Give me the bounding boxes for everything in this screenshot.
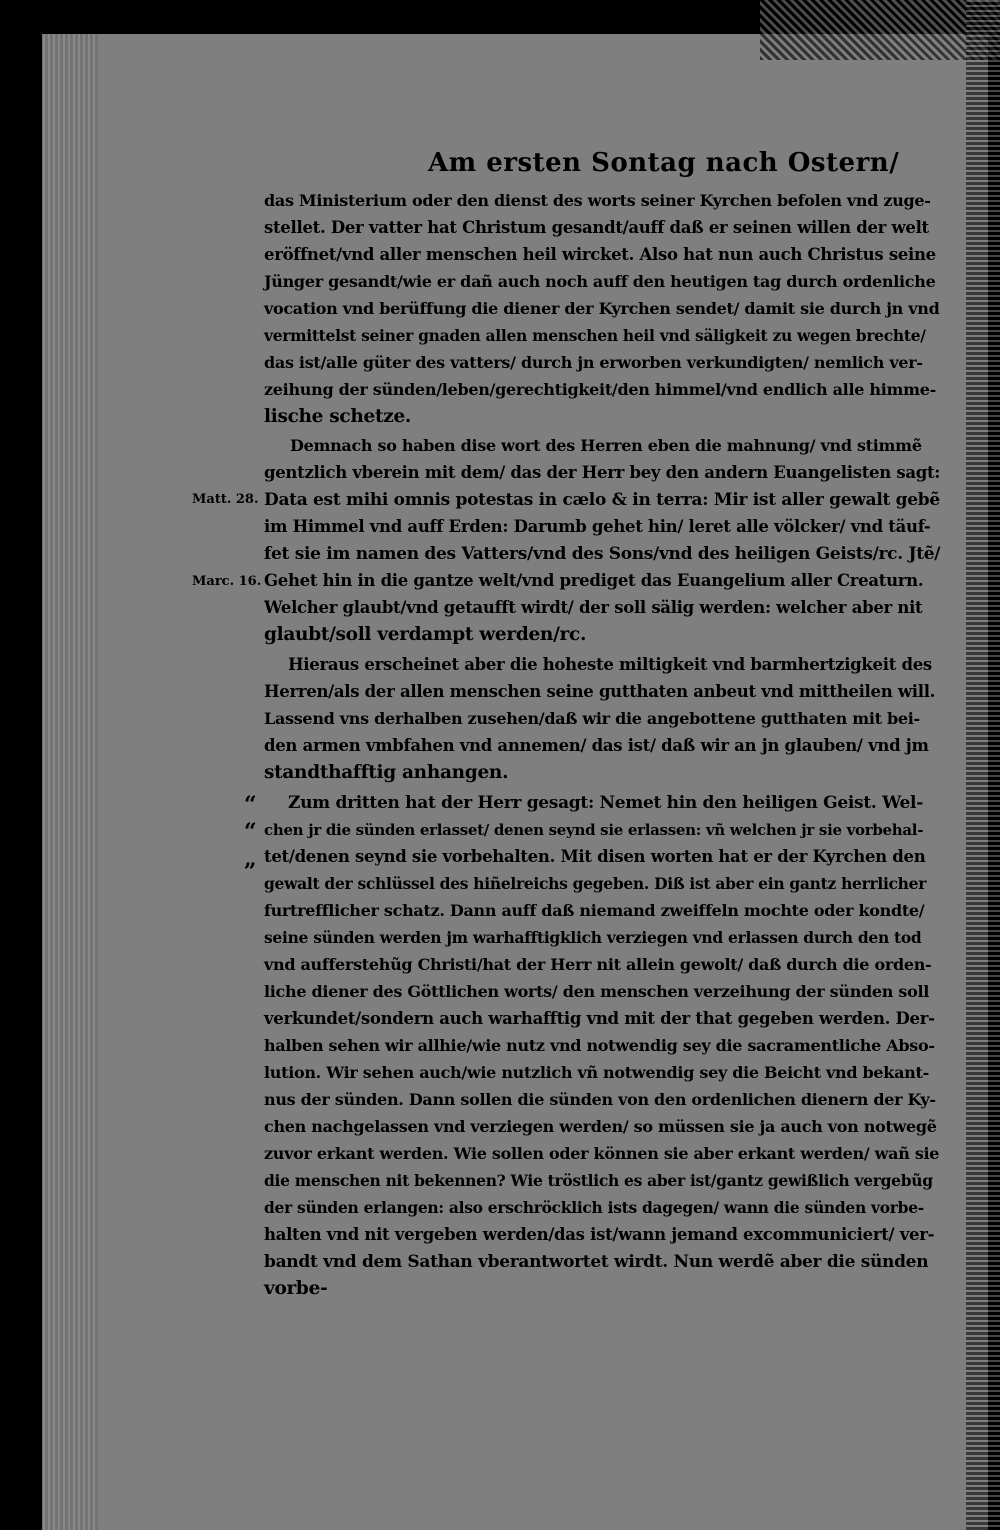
text-line: vorbe-: [264, 1278, 328, 1299]
text-line: vermittelst seiner gnaden allen menschen heil vnd säligkeit zu wegen brechte/: [264, 326, 926, 345]
text-line: fet sie im namen des Vatters/vnd des Sons/vnd des heiligen Geists/rc. Jtẽ/: [264, 544, 941, 564]
text-line: das Ministerium oder den dienst des worts seiner Kyrchen befolen vnd zuge-: [264, 191, 931, 210]
text-line: Demnach so haben dise wort des Herren eben die mahnung/ vnd stimmẽ: [290, 436, 922, 455]
text-line: den armen vmbfahen vnd annemen/ das ist/ daß wir an jn glauben/ vnd jm: [264, 736, 929, 755]
text-line: tet/denen seynd sie vorbehalten. Mit disen worten hat er der Kyrchen den: [264, 847, 926, 866]
quote-mark: „: [244, 846, 257, 872]
text-line: eröffnet/vnd aller menschen heil wircket. Also hat nun auch Christus seine: [264, 245, 936, 264]
text-line: chen jr die sünden erlasset/ denen seynd sie erlassen: vñ welchen jr sie vorbehal-: [264, 821, 924, 839]
margin-reference: Matt. 28.: [192, 492, 259, 507]
text-line: Welcher glaubt/vnd getaufft wirdt/ der soll sälig werden: welcher aber nit: [264, 598, 923, 617]
text-line: stellet. Der vatter hat Christum gesandt/auff daß er seinen willen der welt: [264, 218, 929, 237]
text-line: seine sünden werden jm warhafftigklich verziegen vnd erlassen durch den tod: [264, 928, 922, 947]
text-line: halten vnd nit vergeben werden/das ist/wann jemand excommuniciert/ ver-: [264, 1225, 935, 1244]
text-line: bandt vnd dem Sathan vberantwortet wirdt. Nun werdẽ aber die sünden: [264, 1252, 929, 1272]
text-line: Hieraus erscheinet aber die hoheste miltigkeit vnd barmhertzigkeit des: [288, 655, 932, 674]
text-line: lution. Wir sehen auch/wie nutzlich vñ notwendig sey die Beicht vnd bekant-: [264, 1063, 929, 1082]
left-dark-edge: [0, 0, 42, 1530]
text-line: vocation vnd berüffung die diener der Kyrchen sendet/ damit sie durch jn vnd: [264, 299, 940, 318]
text-line: die menschen nit bekennen? Wie tröstlich es aber ist/gantz gewißlich vergebũg: [264, 1171, 933, 1190]
text-line: das ist/alle güter des vatters/ durch jn erworben verkundigten/ nemlich ver-: [264, 353, 923, 372]
page-corner-speckle: [760, 0, 1000, 60]
text-line: Gehet hin in die gantze welt/vnd prediget das Euangelium aller Creaturn.: [264, 571, 924, 590]
text-line: Lassend vns derhalben zusehen/daß wir die angebottene gutthaten mit bei-: [264, 709, 920, 728]
text-line: Data est mihi omnis potestas in cælo & in terra: Mir ist aller gewalt gebẽ: [264, 490, 940, 510]
text-line: im Himmel vnd auff Erden: Darumb gehet hin/ leret alle völcker/ vnd täuf-: [264, 517, 931, 536]
text-line: nus der sünden. Dann sollen die sünden von den ordenlichen dienern der Ky-: [264, 1090, 936, 1109]
text-line: glaubt/soll verdampt werden/rc.: [264, 624, 587, 645]
margin-reference: Marc. 16.: [192, 574, 262, 589]
text-line: halben sehen wir allhie/wie nutz vnd notwendig sey die sacramentliche Abso-: [264, 1036, 935, 1055]
text-line: Jünger gesandt/wie er dañ auch noch auff den heutigen tag durch ordenliche: [264, 272, 936, 291]
quote-mark: “: [244, 819, 257, 845]
text-line: standthafftig anhangen.: [264, 762, 509, 783]
text-line: chen nachgelassen vnd verziegen werden/ so müssen sie ja auch von notwegẽ: [264, 1117, 937, 1136]
right-page-edge: [966, 0, 1000, 1530]
text-line: vnd aufferstehũg Christi/hat der Herr nit allein gewolt/ daß durch die orden-: [264, 955, 932, 974]
text-line: liche diener des Göttlichen worts/ den menschen verzeihung der sünden soll: [264, 982, 930, 1001]
text-line: zuvor erkant werden. Wie sollen oder können sie aber erkant werden/ wañ sie: [264, 1144, 940, 1163]
text-line: lische schetze.: [264, 406, 412, 427]
running-header: Am ersten Sontag nach Ostern/: [428, 148, 900, 178]
text-line: Zum dritten hat der Herr gesagt: Nemet hin den heiligen Geist. Wel-: [288, 793, 923, 813]
text-line: gewalt der schlüssel des hiñelreichs gegeben. Diß ist aber ein gantz herrlicher: [264, 874, 927, 893]
text-line: Herren/als der allen menschen seine gutthaten anbeut vnd mittheilen will.: [264, 682, 936, 701]
text-line: verkundet/sondern auch warhafftig vnd mit der that gegeben werden. Der-: [264, 1009, 935, 1028]
quote-mark: “: [244, 792, 257, 818]
text-line: der sünden erlangen: also erschröcklich ists dagegen/ wann die sünden vorbe-: [264, 1198, 924, 1217]
book-spine-shadow: [38, 30, 98, 1530]
text-line: furtrefflicher schatz. Dann auff daß niemand zweiffeln mochte oder kondte/: [264, 901, 925, 920]
text-line: zeihung der sünden/leben/gerechtigkeit/den himmel/vnd endlich alle himme-: [264, 380, 936, 399]
text-line: gentzlich vberein mit dem/ das der Herr bey den andern Euangelisten sagt:: [264, 463, 941, 482]
